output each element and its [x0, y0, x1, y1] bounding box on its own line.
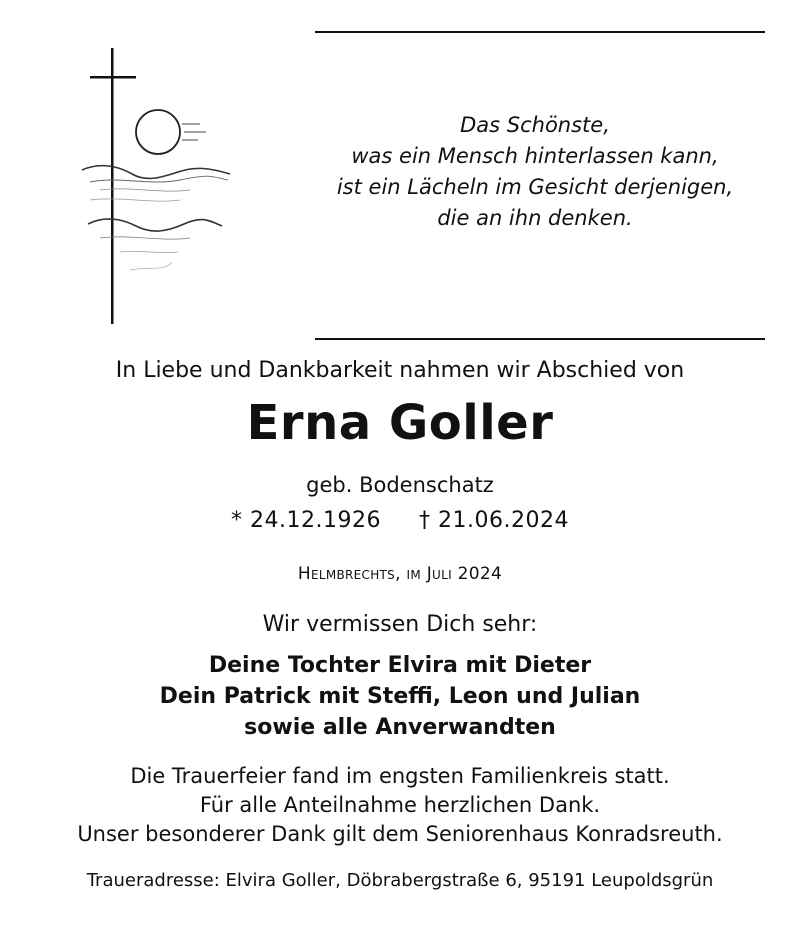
thanks-line: Unser besonderer Dank gilt dem Seniorenhaus Konradsreuth. [77, 822, 723, 846]
birth-date: * 24.12.1926 [231, 508, 381, 533]
poem-line: ist ein Lächeln im Gesicht derjenigen, [336, 175, 734, 199]
poem [300, 110, 770, 234]
cross-sunset-illustration [60, 40, 300, 330]
intro-text: In Liebe und Dankbarkeit nahmen wir Abschied von [115, 358, 685, 383]
sun-icon [136, 110, 206, 154]
family-line: sowie alle Anverwandten [244, 715, 556, 740]
thanks-line: Für alle Anteilnahme herzlichen Dank. [199, 793, 601, 817]
top-divider [315, 31, 765, 33]
thanks-line: Die Trauerfeier fand im engsten Familienkreis statt. [130, 764, 670, 788]
poem-line: Das Schönste, [460, 113, 610, 137]
cross-icon [90, 48, 136, 324]
family-list [0, 650, 800, 743]
poem-line: was ein Mensch hinterlassen kann, [351, 144, 719, 168]
mourning-address: Traueradresse: Elvira Goller, Döbrabergstraße 6, 95191 Leupoldsgrün [86, 870, 714, 891]
death-date: † 21.06.2024 [419, 508, 569, 533]
family-line: Dein Patrick mit Steffi, Leon und Julian [159, 684, 641, 709]
deceased-name: Erna Goller [246, 395, 554, 451]
landscape-icon [82, 166, 230, 270]
life-dates [0, 508, 800, 533]
bottom-divider [315, 338, 765, 340]
poem-line: die an ihn denken. [437, 206, 633, 230]
family-line: Deine Tochter Elvira mit Dieter [208, 653, 592, 678]
maiden-name: geb. Bodenschatz [306, 473, 494, 497]
place-date: Helmbrechts, im Juli 2024 [297, 564, 503, 584]
thanks-text [0, 762, 800, 849]
miss-text: Wir vermissen Dich sehr: [262, 612, 538, 637]
